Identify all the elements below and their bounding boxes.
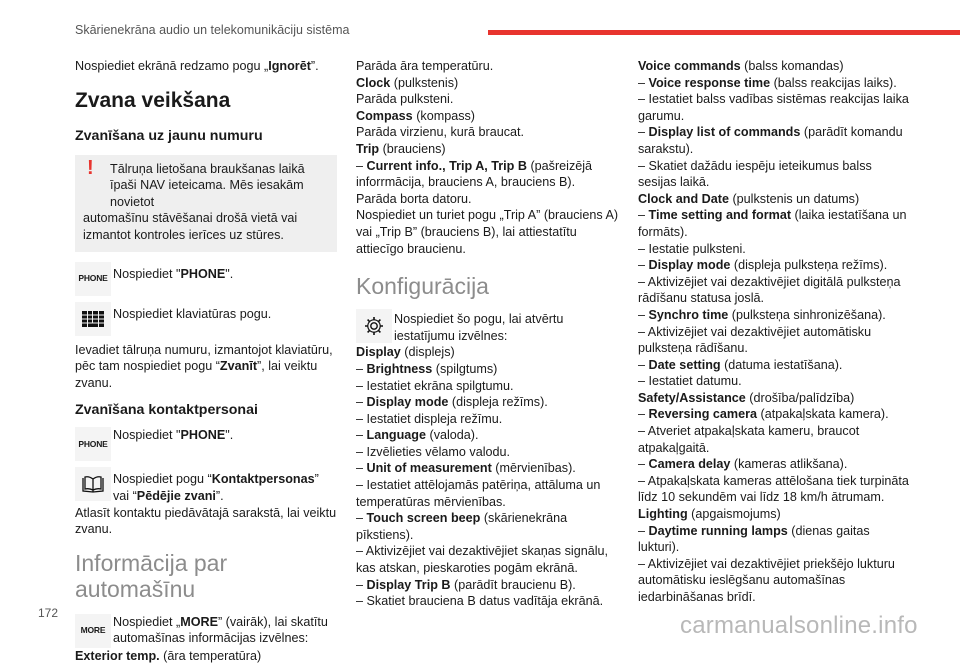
settings-gear-icon [356,309,392,343]
cam-text: – Camera delay (kameras atlikšana). [638,457,848,472]
phone-button-icon-2: PHONE [75,427,111,461]
brightness-text: – Brightness (spilgtums) [356,361,498,376]
more-button-icon: MORE [75,614,111,648]
phone-row-2 [75,427,337,461]
dm-text: – Display mode (displeja pulksteņa režīms). [638,258,888,273]
unit-set-text: – Iestatiet attēlojamās patēriņa, attāluma un temperatūras mērvienības. [356,478,601,509]
clock-shown-text: Parāda pulksteni. [356,92,454,107]
unit-text: – Unit of measurement (mērvienības). [356,461,576,476]
vrt-text: – Voice response time (balss reakcijas laiks). [638,75,897,90]
trip-label: Trip (brauciens) [356,141,446,156]
more-text: Nospiediet „MORE” (vairāk), lai skatītu automašīnas informācijas izvēlnes: [113,614,328,646]
press-phone-text-2: Nospiediet "PHONE". [113,428,234,443]
clock-date-label: Clock and Date (pulkstenis un datums) [638,191,860,206]
dlc-text: – Display list of commands (parādīt komandu sarakstu). [638,125,903,156]
temp-shown-text: Parāda āra temperatūru. [356,59,494,73]
header-accent-bar [488,30,960,35]
contacts-book-icon [75,467,111,501]
display-label: Display (displejs) [356,345,455,360]
language-set-text: – Izvēlieties vēlamo valodu. [356,444,511,459]
phone-button-icon: PHONE [75,262,111,296]
drl-set-text: – Aktivizējiet vai dezaktivējiet priekšējo lukturu automātisku ieslēgšanu automašīnas iedarbināšanas brīdī. [638,556,895,604]
beep-text: – Touch screen beep (skārienekrāna pīkstiens). [356,511,568,542]
rc-text: – Reversing camera (atpakaļskata kamera). [638,407,889,422]
language-text: – Language (valoda). [356,428,479,443]
tsf-set-text: – Iestatie pulksteni. [638,241,746,256]
drl-text: – Daytime running lamps (dienas gaitas lukturi). [638,523,870,555]
column-1 [75,58,337,664]
keypad-icon [75,302,111,336]
date-text: – Date setting (datuma iestatīšana). [638,357,843,372]
display-trip-set-text: – Skatiet brauciena B datus vadītāja ekrānā. [356,594,604,609]
heading-config: Konfigurācija [356,273,489,300]
warning-icon: ! [87,156,94,179]
display-mode-set-text: – Iestatiet displeja režīmu. [356,411,503,426]
heading-contact: Zvanīšana kontaktpersonai [75,402,258,419]
dlc-set-text: – Skatiet dažādu iespēju ieteikumus balss sesijas laikā. [638,158,872,190]
current-info-text: – Current info., Trip A, Trip B (pašreizējā inforrmācija, brauciens A, brauciens B). [356,158,593,190]
keypad-row [75,302,337,336]
voice-label: Voice commands (balss komandas) [638,59,844,73]
compass-shown-text: Parāda virzienu, kurā braucat. [356,125,525,140]
config-row [356,309,622,344]
press-keypad-text: Nospiediet klaviatūras pogu. [113,306,272,321]
heading-new-number: Zvanīšana uz jaunu numuru [75,127,263,144]
safety-label: Safety/Assistance (drošība/palīdzība) [638,390,855,405]
dm-set-text: – Aktivizējiet vai dezaktivējiet digitālā pulksteņa rādīšanu statusa joslā. [638,274,901,306]
beep-set-text: – Aktivizējiet vai dezaktivējiet skaņas signālu, kas atskan, pieskaroties pogām ekrānā. [356,544,609,576]
rc-set-text: – Atveriet atpakaļskata kameru, braucot atpakaļgaitā. [638,424,860,455]
warning-box [75,155,337,252]
exterior-temp-text: Exterior temp. (āra temperatūra) [75,648,262,663]
lighting-label: Lighting (apgaismojums) [638,507,781,522]
display-mode-text: – Display mode (displeja režīms). [356,395,548,410]
warning-text-1: Tālruņa lietošana braukšanas laikā īpaši NAV ieteicama. Mēs iesakām novietot [110,161,305,209]
vrt-set-text: – Iestatiet balss vadības sistēmas reakcijas laika garumu. [638,92,909,123]
watermark: carmanualsonline.info [680,612,918,639]
intro-text: Nospiediet ekrānā redzamo pogu „Ignorēt”. [75,59,319,73]
sync-text: – Synchro time (pulksteņa sinhronizēšana). [638,307,886,322]
trip-hold-text: Nospiediet un turiet pogu „Trip A” (brauciens A) vai „Trip B” (brauciens B), lai attiestatītu attiecīgo braucienu. [356,208,619,256]
page-number: 172 [38,606,59,620]
clock-label: Clock (pulkstenis) [356,75,459,90]
sync-set-text: – Aktivizējiet vai dezaktivējiet automātisku pulksteņa rādīšanu. [638,324,872,356]
trip-shown-text: Parāda borta datoru. [356,191,472,206]
enter-number-text: Ievadiet tālruņa numuru, izmantojot klaviatūru, pēc tam nospiediet pogu “Zvanīt”, lai veiktu zvanu. [75,342,333,390]
select-contact-text: Atlasīt kontaktu piedāvātajā sarakstā, lai veiktu zvanu. [75,505,337,537]
display-trip-text: – Display Trip B (parādīt braucienu B). [356,577,576,592]
column-3 [638,58,910,606]
press-phone-text: Nospiediet "PHONE". [113,266,234,281]
header-title: Skārienekrāna audio un telekomunikāciju sistēma [75,23,350,37]
cam-set-text: – Atpakaļskata kameras attēlošana tiek turpināta līdz 10 sekundēm vai līdz 18 km/h ātrumam. [638,473,909,505]
config-press-text: Nospiediet šo pogu, lai atvērtu iestatījumu izvēlnes: [394,312,564,343]
more-row [75,614,337,648]
contacts-text: Nospiediet pogu “Kontaktpersonas” vai “Pēdējie zvani”. [113,472,319,503]
column-2 [356,58,622,610]
tsf-text: – Time setting and format (laika iestatīšana un formāts). [638,208,907,239]
compass-label: Compass (kompass) [356,108,475,123]
contacts-row [75,467,337,504]
heading-call: Zvana veikšana [75,88,231,112]
date-set-text: – Iestatiet datumu. [638,374,742,389]
brightness-set-text: – Iestatiet ekrāna spilgtumu. [356,378,514,393]
heading-vehicle-info: Informācija par automašīnu [75,549,228,602]
phone-row [75,262,337,296]
warning-text-2: automašīnu stāvēšanai drošā vietā vai izmantot kontroles ierīces uz stūres. [83,211,298,242]
